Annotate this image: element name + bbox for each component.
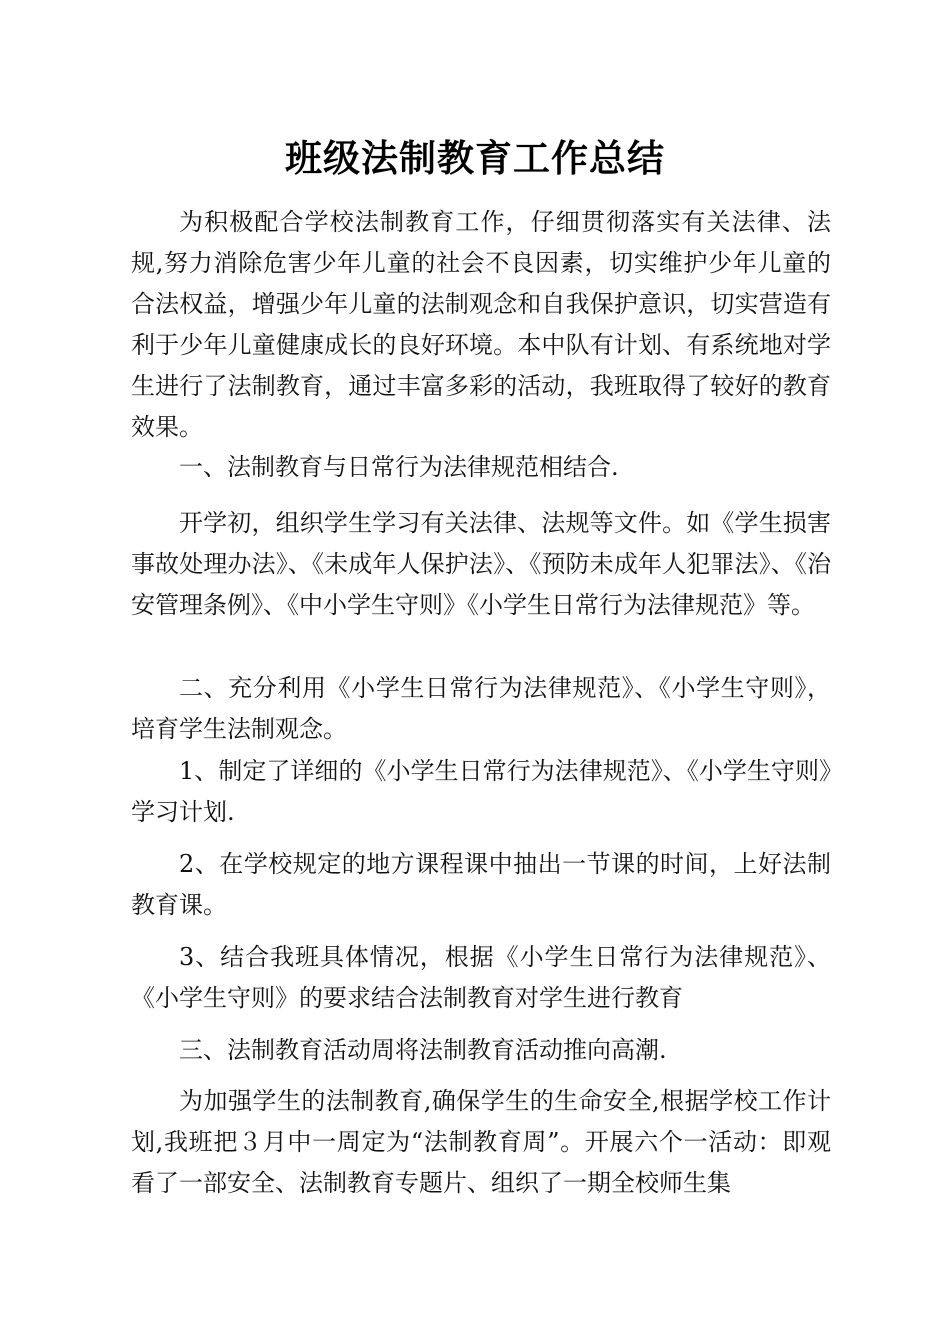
list-item-2: 2、在学校规定的地方课程课中抽出一节课的时间，上好法制教育课。 (131, 850, 831, 919)
list-item-1: 1、制定了详细的《小学生日常行为法律规范》、《小学生守则》学习计划. (131, 757, 831, 826)
section-heading-1: 一、法制教育与日常行为法律规范相结合. (179, 453, 619, 481)
document-title: 班级法制教育工作总结 (285, 136, 665, 180)
section-heading-2: 二、充分利用《小学生日常行为法律规范》、《小学生守则》，培育学生法制观念。 (131, 674, 831, 743)
paragraph-section-3: 为加强学生的法制教育,确保学生的生命安全,根据学校工作计划,我班把３月中一周定为“法制教育周”。开展六个一活动：即观看了一部安全、法制教育专题片、组织了一期全校师生集 (131, 1087, 831, 1197)
list-item-3: 3、结合我班具体情况，根据《小学生日常行为法律规范》、《小学生守则》的要求结合法制教育对学生进行教育 (131, 943, 831, 1012)
paragraph-intro: 为积极配合学校法制教育工作，仔细贯彻落实有关法律、法规,努力消除危害少年儿童的社会不良因素，切实维护少年儿童的合法权益，增强少年儿童的法制观念和自我保护意识，切实营造有利于少年儿童健康成长的良好环境。本中队有计划、有系统地对学生进行了法制教育，通过丰富多彩的活动，我班取得了较好的教育效果。 (131, 208, 831, 441)
paragraph-section-1: 开学初，组织学生学习有关法律、法规等文件。如《学生损害事故处理办法》、《未成年人保护法》、《预防未成年人犯罪法》、《治安管理条例》、《中小学生守则》《小学生日常行为法律规范》等。 (131, 509, 831, 619)
section-heading-3: 三、法制教育活动周将法制教育活动推向高潮. (179, 1036, 667, 1064)
